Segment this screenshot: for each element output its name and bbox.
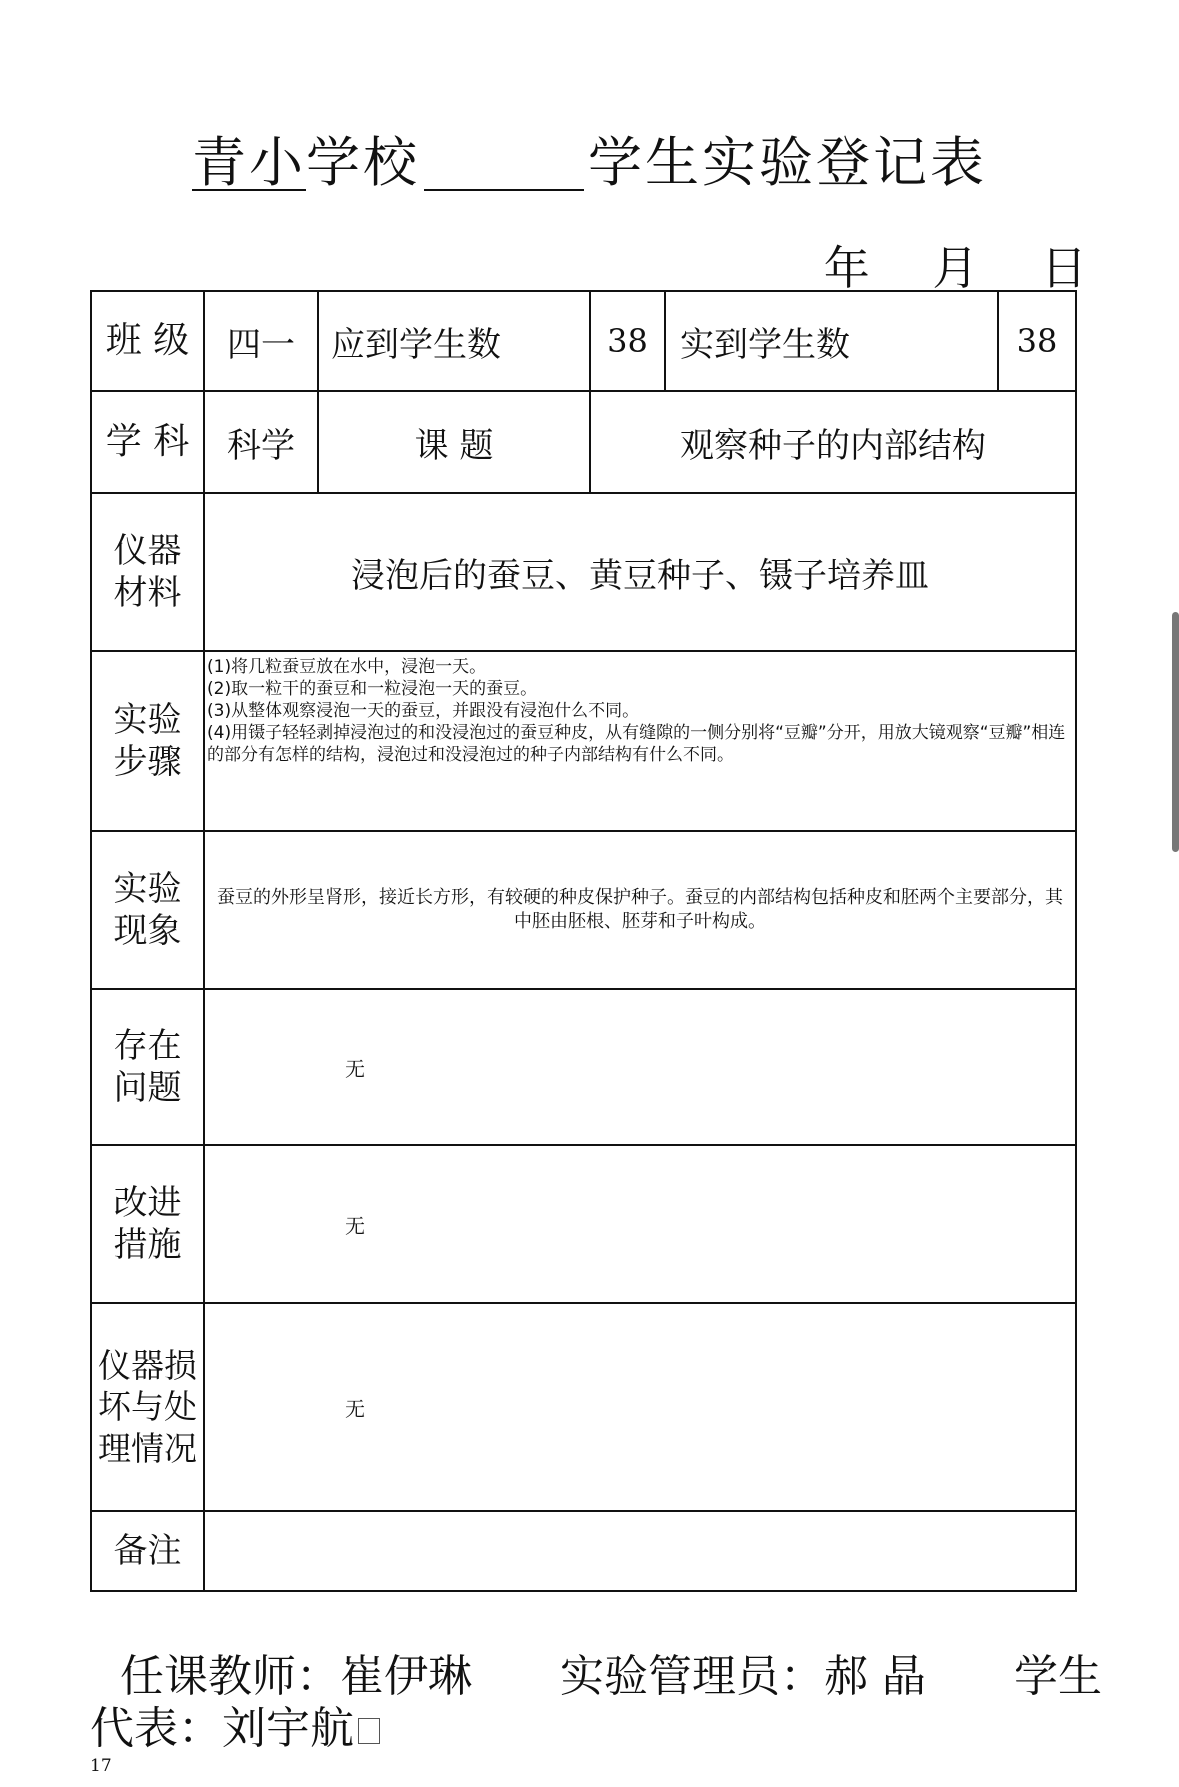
improvements-value: 无 xyxy=(204,1145,1076,1303)
scrollbar[interactable] xyxy=(1172,612,1179,852)
table-row xyxy=(91,291,1076,391)
steps-value xyxy=(204,651,1076,831)
phenomenon-label-line1: 实验 xyxy=(113,868,182,909)
subject-label: 学 科 xyxy=(91,391,204,493)
date-day: 日 xyxy=(1041,241,1089,295)
damage-label-line2: 坏与处 xyxy=(98,1387,197,1427)
actual-students-value: 38 xyxy=(998,291,1076,391)
class-value: 四一 xyxy=(204,291,318,391)
school-name: 青小 xyxy=(192,131,306,194)
steps-label xyxy=(91,651,204,831)
remarks-label: 备注 xyxy=(91,1511,204,1591)
school-suffix: 学校 xyxy=(306,131,420,194)
improvements-label-line1: 改进 xyxy=(113,1182,182,1223)
phenomenon-label xyxy=(91,831,204,989)
problems-label-line1: 存在 xyxy=(113,1025,182,1066)
date-year: 年 xyxy=(823,241,872,295)
class-label: 班 级 xyxy=(91,291,204,391)
materials-label xyxy=(91,493,204,651)
admin-signature: 实验管理员：郝 晶 xyxy=(560,1651,926,1702)
damage-label-line1: 仪器损 xyxy=(98,1346,197,1386)
title-blank-line xyxy=(424,139,584,191)
page-number: 17 xyxy=(90,1756,112,1776)
expected-students-label: 应到学生数 xyxy=(318,291,590,391)
step-item: (4)用镊子轻轻剥掉浸泡过的和没浸泡过的蚕豆种皮，从有缝隙的一侧分别将“豆瓣”分开，用放大镜观察“豆瓣”相连的部分有怎样的结构，浸泡过和没浸泡过的种子内部结构有什么不同。 xyxy=(207,723,1066,766)
student-rep-signature: 代表：刘宇航 xyxy=(90,1703,354,1754)
date-line xyxy=(780,232,1089,298)
remarks-value xyxy=(204,1511,1076,1591)
table-row xyxy=(91,831,1076,989)
form-title xyxy=(0,120,1179,197)
teacher-signature: 任课教师：崔伊琳 xyxy=(120,1651,472,1702)
signature-line-2 xyxy=(90,1692,380,1756)
damage-label xyxy=(91,1303,204,1511)
step-item: (2)取一粒干的蚕豆和一粒浸泡一天的蚕豆。 xyxy=(207,679,538,700)
damage-value: 无 xyxy=(204,1303,1076,1511)
topic-label: 课 题 xyxy=(318,391,590,493)
steps-label-line2: 步骤 xyxy=(113,742,182,782)
date-month: 月 xyxy=(932,241,981,295)
student-rep-start: 学生 xyxy=(1014,1651,1102,1702)
topic-value: 观察种子的内部结构 xyxy=(590,391,1076,493)
materials-label-line2: 材料 xyxy=(113,573,182,613)
registration-table xyxy=(90,290,1077,1592)
materials-label-line1: 仪器 xyxy=(113,530,182,571)
table-row xyxy=(91,651,1076,831)
step-item: (3)从整体观察浸泡一天的蚕豆，并跟没有浸泡什么不同。 xyxy=(207,701,640,722)
table-row xyxy=(91,989,1076,1145)
improvements-label-line2: 措施 xyxy=(113,1225,182,1265)
problems-value: 无 xyxy=(204,989,1076,1145)
phenomenon-value: 蚕豆的外形呈肾形，接近长方形，有较硬的种皮保护种子。蚕豆的内部结构包括种皮和胚两个主要部分，其中胚由胚根、胚芽和子叶构成。 xyxy=(204,831,1076,989)
phenomenon-label-line2: 现象 xyxy=(113,911,182,951)
table-row xyxy=(91,1145,1076,1303)
problems-label-line2: 问题 xyxy=(113,1068,182,1108)
placeholder-box-icon xyxy=(358,1718,380,1744)
problems-label xyxy=(91,989,204,1145)
improvements-label xyxy=(91,1145,204,1303)
steps-label-line1: 实验 xyxy=(113,699,182,740)
table-row xyxy=(91,1511,1076,1591)
table-row xyxy=(91,391,1076,493)
damage-label-line3: 理情况 xyxy=(98,1428,197,1468)
table-row xyxy=(91,493,1076,651)
expected-students-value: 38 xyxy=(590,291,665,391)
subject-value: 科学 xyxy=(204,391,318,493)
table-row xyxy=(91,1303,1076,1511)
materials-value: 浸泡后的蚕豆、黄豆种子、镊子培养皿 xyxy=(204,493,1076,651)
actual-students-label: 实到学生数 xyxy=(665,291,998,391)
form-title-text: 学生实验登记表 xyxy=(588,131,987,194)
step-item: (1)将几粒蚕豆放在水中，浸泡一天。 xyxy=(207,657,487,677)
